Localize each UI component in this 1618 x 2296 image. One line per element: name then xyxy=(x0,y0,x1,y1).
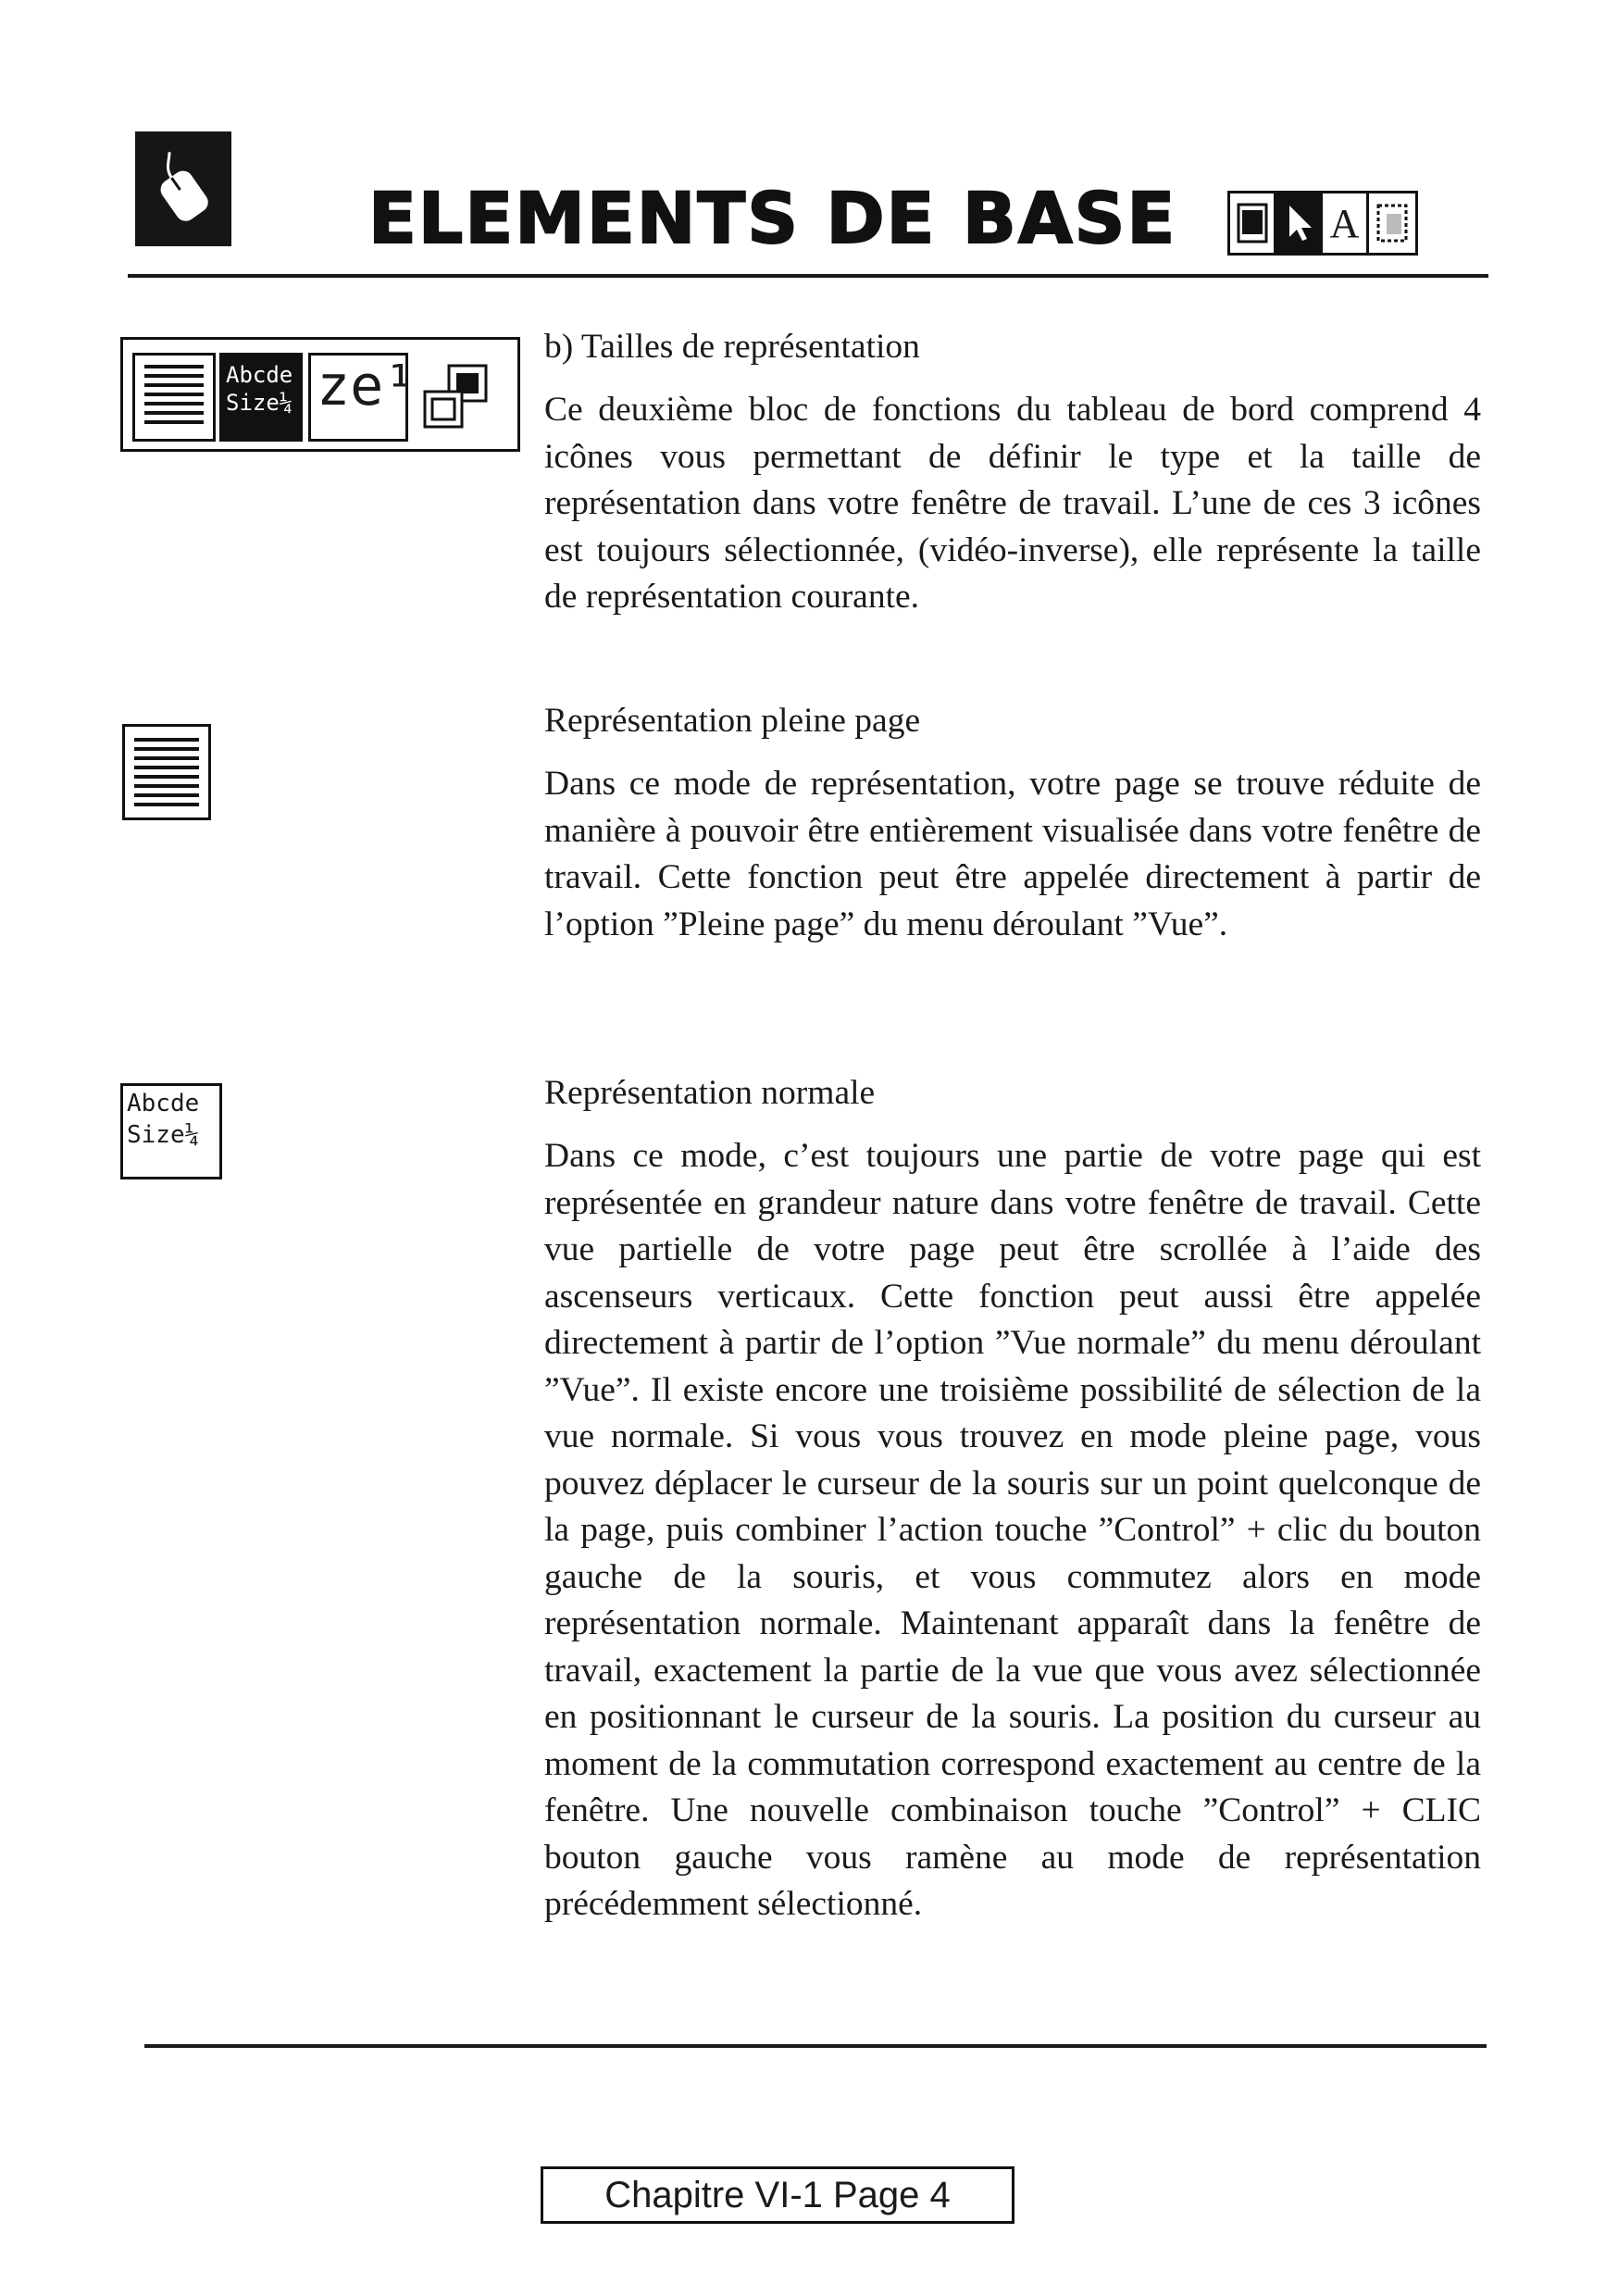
normal-text: Dans ce mode, c’est toujours une partie de votre page qui est représentée en grandeur nature dans votre fenêtre de travail. Cette vue partielle de votre page peut être scrollée à l’aide des ascenseurs verticaux. Cette fonction peut aussi être appelée directement à partir de l’option ”Vue normale” du menu déroulant ”Vue”. Il existe encore une troisième possibilité de sélection de la vue normale. Si vous vous trouvez en mode pleine page, vous pouvez déplacer le curseur de la souris sur un point quelconque de la page, puis combiner l’action touche ”Control” + clic du bouton gauche de la souris, et vous commutez alors en mode représentation normale. Maintenant apparaît dans la fenêtre de travail, exactement la partie de la vue que vous avez sélectionnée en positionnant le curseur de la souris. La position du curseur au moment de la commutation correspond exactement au centre de la fenêtre. Une nouvelle combinaison touche ”Control” + CLIC bouton gauche vous ramène au mode de représentation précédemment sélectionné. xyxy=(544,1137,1481,1923)
full-page-icon xyxy=(122,724,211,820)
page-footer: Chapitre VI-1 Page 4 xyxy=(541,2166,1014,2224)
normal-size-icon[interactable]: Abcde Size¼ xyxy=(219,353,303,442)
top-divider xyxy=(128,274,1488,278)
mouse-icon xyxy=(135,131,231,246)
page-title: ELEMENTS DE BASE xyxy=(368,177,1177,259)
window-icon[interactable] xyxy=(421,362,504,441)
bottom-divider xyxy=(144,2044,1487,2048)
section-intro: Ce deuxième bloc de fonctions du tableau de bord comprend 4 icônes vous permettant de définir le type et la taille de représentation dans votre fenêtre de travail. L’une de ces 3 icônes est toujours sélectionnée, (vidéo-inverse), elle représente la taille de représentation courante. xyxy=(544,391,1481,616)
zoom-size-icon[interactable]: ze¹ xyxy=(308,353,408,442)
header-toolbar xyxy=(1227,191,1418,256)
frame-icon xyxy=(1369,193,1415,253)
text-icon: A xyxy=(1323,193,1369,253)
normal-size-icon: Abcde Size¼ xyxy=(120,1083,222,1179)
full-page-icon[interactable] xyxy=(132,353,216,442)
normal-heading: Représentation normale xyxy=(544,1074,876,1112)
page-icon xyxy=(1230,193,1276,253)
full-page-heading: Représentation pleine page xyxy=(544,702,921,740)
representation-icon-strip xyxy=(120,337,520,452)
full-page-text: Dans ce mode de représentation, votre page se trouve réduite de manière à pouvoir être entièrement visualisée dans votre fenêtre de travail. Cette fonction peut être appelée directement à partir de l’option ”Pleine page” du menu déroulant ”Vue”. xyxy=(544,765,1481,943)
section-heading: b) Tailles de représentation xyxy=(544,328,920,366)
arrow-pointer-icon xyxy=(1276,193,1323,253)
